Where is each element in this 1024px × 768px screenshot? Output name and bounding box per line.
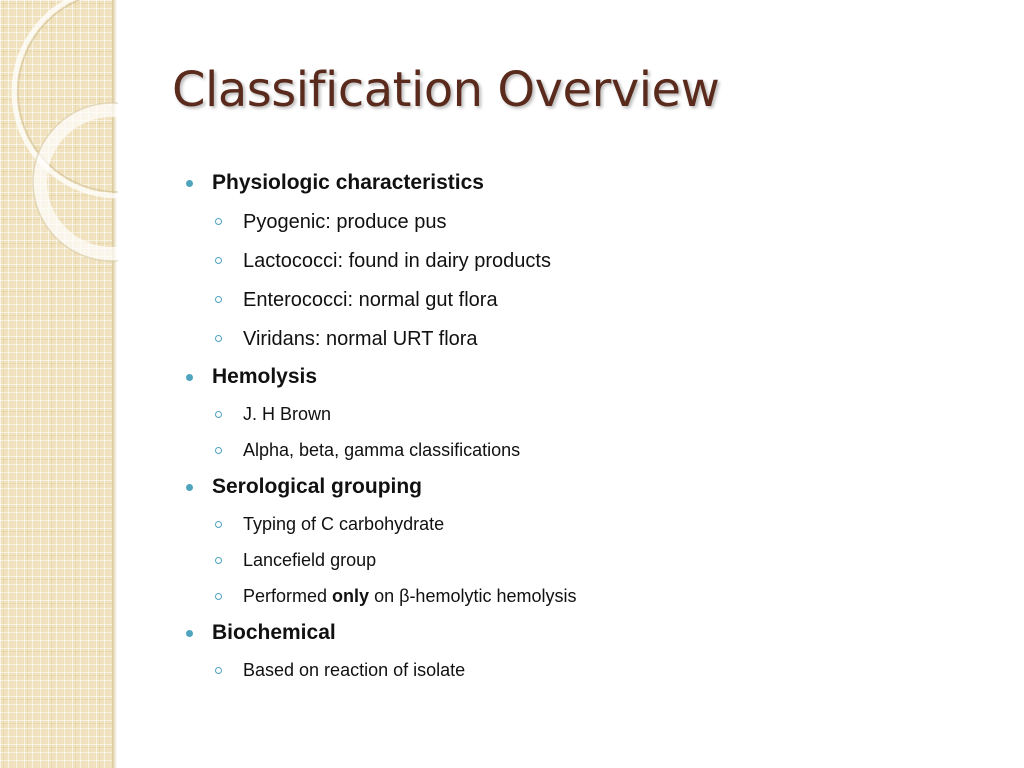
performed-text-rest: on β-hemolytic hemolysis — [369, 586, 577, 606]
sub-bullet-text: Lancefield group — [243, 550, 377, 570]
bullet-hemolysis — [186, 362, 986, 392]
sub-bullet-text: Lactococci: found in dairy products — [243, 250, 551, 272]
sub-bullet — [186, 246, 986, 276]
bullet-list — [186, 168, 986, 684]
bullet-ring-icon — [215, 411, 222, 418]
sub-bullet — [186, 285, 986, 315]
sub-bullet — [186, 657, 986, 684]
bullet-ring-icon — [215, 593, 222, 600]
sub-bullet-text: J. H Brown — [243, 404, 332, 424]
bullet-dot-icon — [186, 484, 193, 491]
sub-bullet-text: Pyogenic: produce pus — [243, 211, 447, 233]
sub-bullet-text: Viridans: normal URT flora — [243, 328, 478, 350]
bullet-physiologic — [186, 168, 986, 198]
emphasis-only: only — [332, 586, 370, 606]
sub-bullet-text: Based on reaction of isolate — [243, 660, 466, 680]
bullet-heading: Biochemical — [212, 621, 336, 644]
sub-bullet — [186, 207, 986, 237]
bullet-serological — [186, 472, 986, 502]
bullet-ring-icon — [215, 557, 222, 564]
bullet-heading: Hemolysis — [212, 365, 318, 388]
bullet-dot-icon — [186, 374, 193, 381]
decorative-rings — [0, 0, 118, 300]
sub-bullet — [186, 324, 986, 354]
sub-bullet — [186, 437, 986, 464]
sub-bullet — [186, 583, 986, 610]
sub-bullet — [186, 401, 986, 428]
bullet-ring-icon — [215, 296, 222, 303]
sub-bullet-text: Typing of C carbohydrate — [243, 514, 445, 534]
performed-text: Performed — [243, 586, 333, 606]
sub-bullet-text: Alpha, beta, gamma classifications — [243, 440, 521, 460]
bullet-ring-icon — [215, 218, 222, 225]
bullet-dot-icon — [186, 630, 193, 637]
bullet-ring-icon — [215, 667, 222, 674]
sub-bullet — [186, 547, 986, 574]
bullet-ring-icon — [215, 521, 222, 528]
bullet-biochemical — [186, 618, 986, 648]
bullet-ring-icon — [215, 257, 222, 264]
sub-bullet — [186, 511, 986, 538]
sub-bullet-text: Enterococci: normal gut flora — [243, 289, 498, 311]
bullet-heading: Physiologic characteristics — [212, 171, 484, 194]
slide-title: Classification Overview — [172, 62, 720, 118]
bullet-ring-icon — [215, 447, 222, 454]
bullet-ring-icon — [215, 335, 222, 342]
bullet-heading: Serological grouping — [212, 475, 423, 498]
sub-bullet-text — [243, 586, 576, 606]
bullet-dot-icon — [186, 180, 193, 187]
